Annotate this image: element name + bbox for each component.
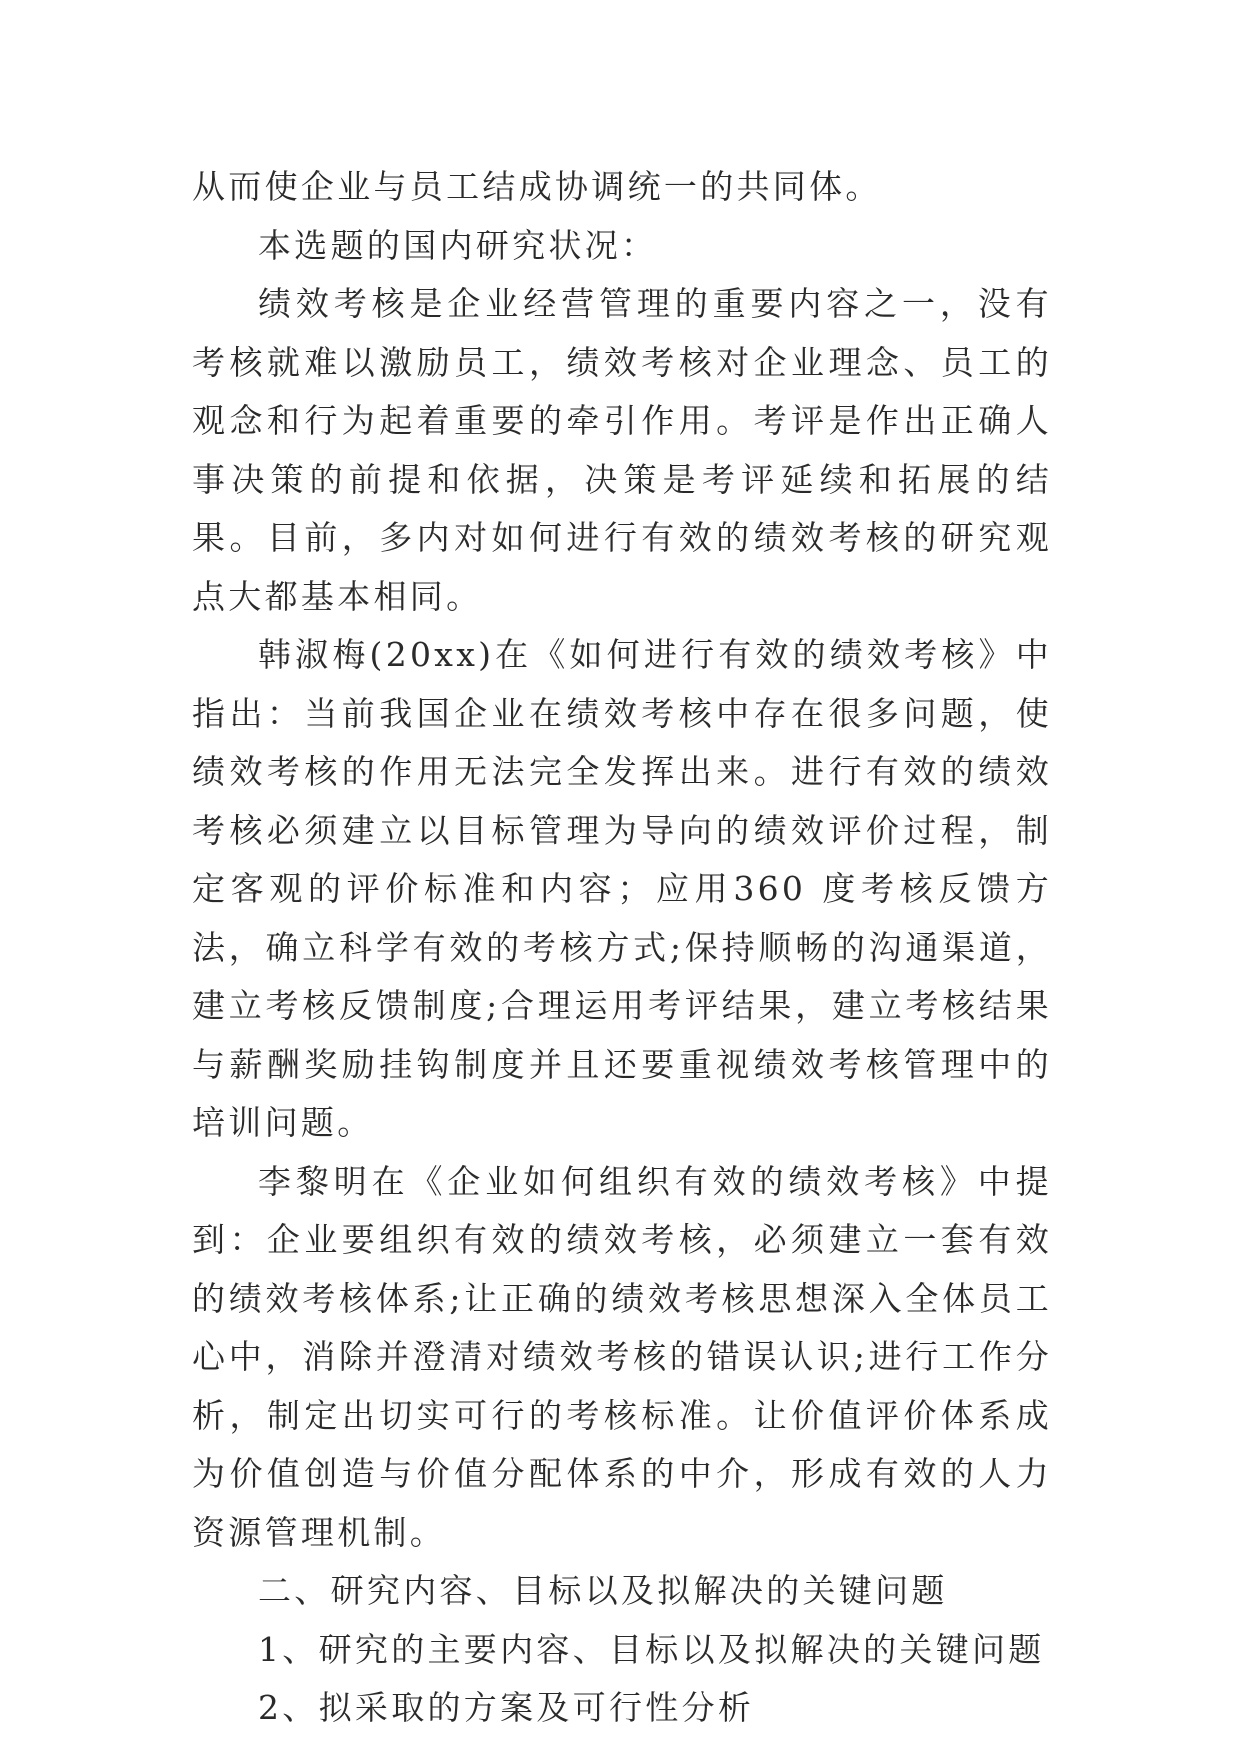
subheading-main-content: 1、研究的主要内容、目标以及拟解决的关键问题 (258, 1629, 1045, 1669)
paragraph-performance-appraisal: 绩效考核是企业经营管理的重要内容之一，没有考核就难以激励员工，绩效考核对企业理念、员工的观念和行为起着重要的牵引作用。考评是作出正确人事决策的前提和依据，决策是考评延续和拓展的结果。目前，多内对如何进行有效的绩效考核的研究观点大都基本相同。 (192, 284, 1052, 616)
paragraph-li-liming: 李黎明在《企业如何组织有效的绩效考核》中提到：企业要组织有效的绩效考核，必须建立一套有效的绩效考核体系;让正确的绩效考核思想深入全体员工心中，消除并澄清对绩效考核的错误认识;进行工作分析，制定出切实可行的考核标准。让价值评价体系成为价值创造与价值分配体系的中介，形成有效的人力资源管理机制。 (192, 1161, 1052, 1552)
subheading-plan-feasibility: 2、拟采取的方案及可行性分析 (258, 1688, 755, 1727)
section-heading-research-content: 二、研究内容、目标以及拟解决的关键问题 (258, 1571, 948, 1610)
paragraph-continuation: 从而使企业与员工结成协调统一的共同体。 (192, 167, 882, 206)
body-text (192, 158, 1052, 1738)
paragraph-domestic-research-heading: 本选题的国内研究状况： (258, 225, 658, 265)
paragraph-han-shumei: 韩淑梅(20xx)在《如何进行有效的绩效考核》中指出：当前我国企业在绩效考核中存在很多问题，使绩效考核的作用无法完全发挥出来。进行有效的绩效考核必须建立以目标管理为导向的绩效评价过程，制定客观的评价标准和内容；应用360 度考核反馈方法，确立科学有效的考核方式;保持顺畅的沟通渠道，建立考核反馈制度;合理运用考评结果，建立考核结果与薪酬奖励挂钩制度并且还要重视绩效考核管理中的培训问题。 (192, 635, 1052, 1142)
